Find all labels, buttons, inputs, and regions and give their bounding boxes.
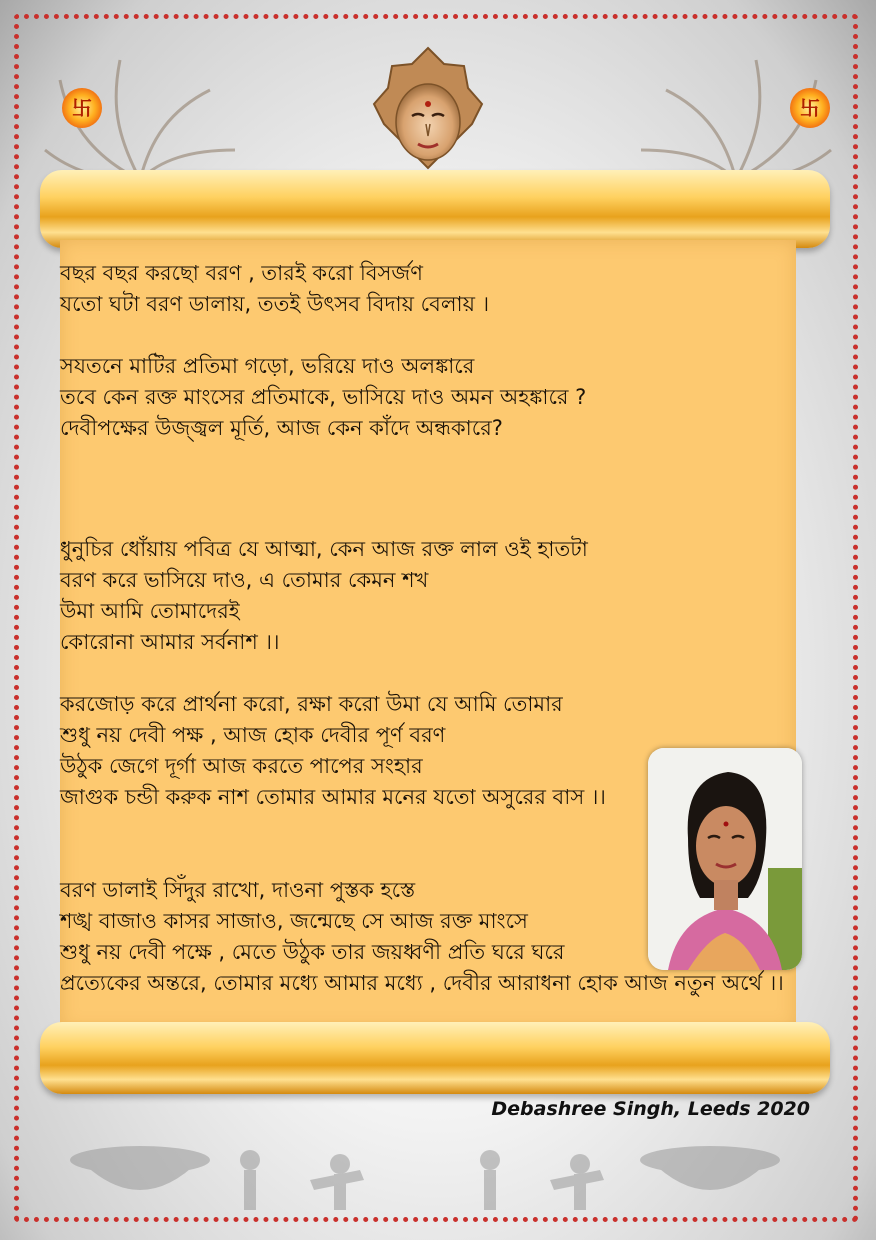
poem-line: যতো ঘটা বরণ ডালায়, ততই উৎসব বিদায় বেলায় । <box>60 292 490 316</box>
poem-line: শুধু নয় দেবী পক্ষ , আজ হোক দেবীর পূর্ণ বরণ <box>60 723 446 747</box>
poem-line: উঠুক জেগে দূর্গা আজ করতে পাপের সংহার <box>60 754 423 778</box>
author-signature: Debashree Singh, Leeds 2020 <box>491 1098 810 1120</box>
dhaki-silhouettes-decoration <box>20 1120 856 1220</box>
poem-line: শঙ্খ বাজাও কাসর সাজাও, জন্মেছে সে আজ রক্ত মাংসে <box>60 909 528 933</box>
poem-line: শুধু নয় দেবী পক্ষে , মেতে উঠুক তার জয়ধ্বণী প্রতি ঘরে ঘরে <box>60 940 565 964</box>
poem-line: কোরোনা আমার সর্বনাশ ।। <box>60 630 280 654</box>
poem-line: করজোড় করে প্রার্থনা করো, রক্ষা করো উমা যে আমি তোমার <box>60 692 563 716</box>
swastika-icon-right: 卐 <box>790 88 830 128</box>
poem-line: দেবীপক্ষের উজ্জ্বল মূর্তি, আজ কেন কাঁদে অন্ধকারে? <box>60 416 503 440</box>
swastika-icon-left: 卐 <box>62 88 102 128</box>
poem-line: ধুনুচির ধোঁয়ায় পবিত্র যে আত্মা, কেন আজ রক্ত লাল ওই হাতটা <box>60 537 588 561</box>
poem-line: বরণ ডালাই সিঁদুর রাখো, দাওনা পুস্তক হস্তে <box>60 878 416 902</box>
poem-line: সযতনে মাটির প্রতিমা গড়ো, ভরিয়ে দাও অলঙ্কারে <box>60 354 475 378</box>
poem-line: জাগুক চন্ডী করুক নাশ তোমার আমার মনের যতো অসুরের বাস ।। <box>60 785 606 809</box>
poem-line: উমা আমি তোমাদেরই <box>60 599 240 623</box>
poem-line: প্রত্যেকের অন্তরে, তোমার মধ্যে আমার মধ্যে , দেবীর আরাধনা হোক আজ নতুন অর্থে ।। <box>60 971 784 995</box>
poem-line: বরণ করে ভাসিয়ে দাও, এ তোমার কেমন শখ <box>60 568 429 592</box>
author-portrait <box>648 748 802 970</box>
scroll-bottom-roll <box>40 1022 830 1094</box>
scroll-top-roll <box>40 170 830 248</box>
poem-line: বছর বছর করছো বরণ , তারই করো বিসর্জণ <box>60 261 423 285</box>
poem-line: তবে কেন রক্ত মাংসের প্রতিমাকে, ভাসিয়ে দাও অমন অহঙ্কারে ? <box>60 385 587 409</box>
